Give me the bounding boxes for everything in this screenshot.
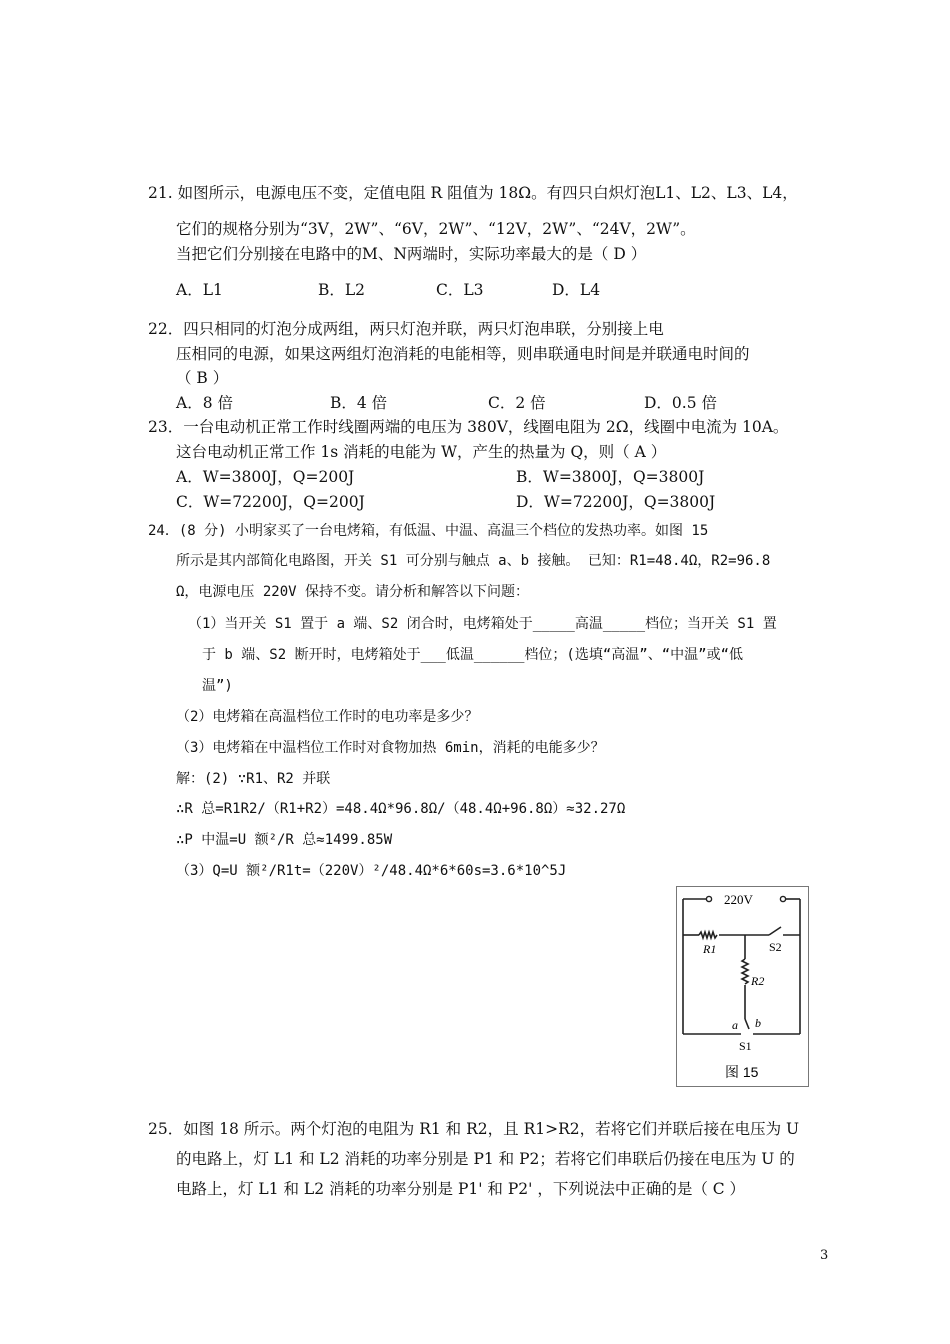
q23-option-a: A．W=3800J，Q=200J xyxy=(176,468,355,486)
q24-line1: 24．(8 分) 小明家买了一台电烤箱，有低温、中温、高温三个档位的发热功率。如图 15 xyxy=(148,523,709,539)
resistor-r2 xyxy=(742,959,748,984)
q22-option-c: C．2 倍 xyxy=(488,394,546,412)
q24-solution-1: 解：(2) ∵R1、R2 并联 xyxy=(176,771,331,787)
switch-s2 xyxy=(769,927,781,935)
r1-label: R1 xyxy=(703,942,717,956)
q23-option-c: C．W=72200J，Q=200J xyxy=(176,493,365,511)
q22-option-a: A．8 倍 xyxy=(176,394,233,412)
circuit-diagram xyxy=(677,887,808,1086)
q21-line2: 它们的规格分别为“3V，2W”、“6V，2W”、“12V，2W”、“24V，2W”。 xyxy=(176,220,696,238)
q25-line1: 25．如图 18 所示。两个灯泡的电阻为 R1 和 R2，且 R1>R2，若将它们并联后接在电压为 U xyxy=(148,1120,800,1138)
circuit-figure-15 xyxy=(676,886,809,1087)
q24-line2: 所示是其内部简化电路图，开关 S1 可分别与触点 a、b 接触。 已知：R1=48.4Ω，R2=96.8 xyxy=(176,553,771,569)
q24-part1-line3: 温”) xyxy=(202,678,233,694)
r2-label: R2 xyxy=(751,974,765,988)
q24-part2: （2）电烤箱在高温档位工作时的电功率是多少？ xyxy=(176,709,479,725)
q21-line3: 当把它们分别接在电路中的M、N两端时，实际功率最大的是（ D ） xyxy=(176,245,647,263)
q21-option-d: D．L4 xyxy=(552,281,601,299)
q23-line1: 23．一台电动机正常工作时线圈两端的电压为 380V，线圈电阻为 2Ω，线圈中电流为 10A。 xyxy=(148,418,789,436)
q21-option-c: C．L3 xyxy=(436,281,484,299)
q25-line3: 电路上，灯 L1 和 L2 消耗的功率分别是 P1' 和 P2' ，下列说法中正确的是（ C ） xyxy=(176,1180,746,1198)
voltage-label: 220V xyxy=(724,892,753,907)
q23-option-d: D．W=72200J，Q=3800J xyxy=(516,493,716,511)
resistor-r1 xyxy=(699,932,717,938)
s2-label: S2 xyxy=(769,940,782,954)
q24-solution-4: （3）Q=U 额²/R1t=（220V）²/48.4Ω*6*60s=3.6*10^5J xyxy=(176,863,567,879)
q21-option-b: B．L2 xyxy=(318,281,366,299)
q23-option-b: B．W=3800J，Q=3800J xyxy=(516,468,705,486)
q25-line2: 的电路上，灯 L1 和 L2 消耗的功率分别是 P1 和 P2；若将它们串联后仍接在电压为 U 的 xyxy=(176,1150,795,1168)
q24-line3: Ω，电源电压 220V 保持不变。请分析和解答以下问题： xyxy=(176,584,529,600)
q22-line3: （ B ） xyxy=(176,369,229,387)
q22-option-d: D．0.5 倍 xyxy=(644,394,718,412)
q21-option-a: A．L1 xyxy=(176,281,223,299)
q24-part1-line1: （1）当开关 S1 置于 a 端、S2 闭合时，电烤箱处于_____高温_____档位；当开关 S1 置 xyxy=(188,616,777,632)
q24-part3: （3）电烤箱在中温档位工作时对食物加热 6min，消耗的电能多少？ xyxy=(176,740,605,756)
q24-part1-line2: 于 b 端、S2 断开时，电烤箱处于___低温______档位；(选填“高温”、“中温”或“低 xyxy=(202,647,744,663)
q24-solution-2: ∴R 总=R1R2/（R1+R2）=48.4Ω*96.8Ω/（48.4Ω+96.8Ω）≈32.27Ω xyxy=(176,801,626,817)
q21-line1: 21. 如图所示，电源电压不变，定值电阻 R 阻值为 18Ω。有四只白炽灯泡L1、L2、L3、L4， xyxy=(148,184,798,202)
contact-a-label: a xyxy=(732,1018,738,1032)
q23-line2: 这台电动机正常工作 1s 消耗的电能为 W，产生的热量为 Q，则（ A ） xyxy=(176,443,667,461)
page-number: 3 xyxy=(820,1248,829,1263)
s1-label: S1 xyxy=(739,1039,752,1053)
contact-b-label: b xyxy=(755,1016,761,1030)
figure-caption: 图 15 xyxy=(725,1064,759,1080)
q22-line1: 22．四只相同的灯泡分成两组，两只灯泡并联，两只灯泡串联，分别接上电 xyxy=(148,320,664,338)
q22-option-b: B．4 倍 xyxy=(330,394,388,412)
q22-line2: 压相同的电源，如果这两组灯泡消耗的电能相等，则串联通电时间是并联通电时间的 xyxy=(176,345,750,363)
q24-solution-3: ∴P 中温=U 额²/R 总≈1499.85W xyxy=(176,832,393,848)
switch-s1 xyxy=(745,1019,749,1029)
